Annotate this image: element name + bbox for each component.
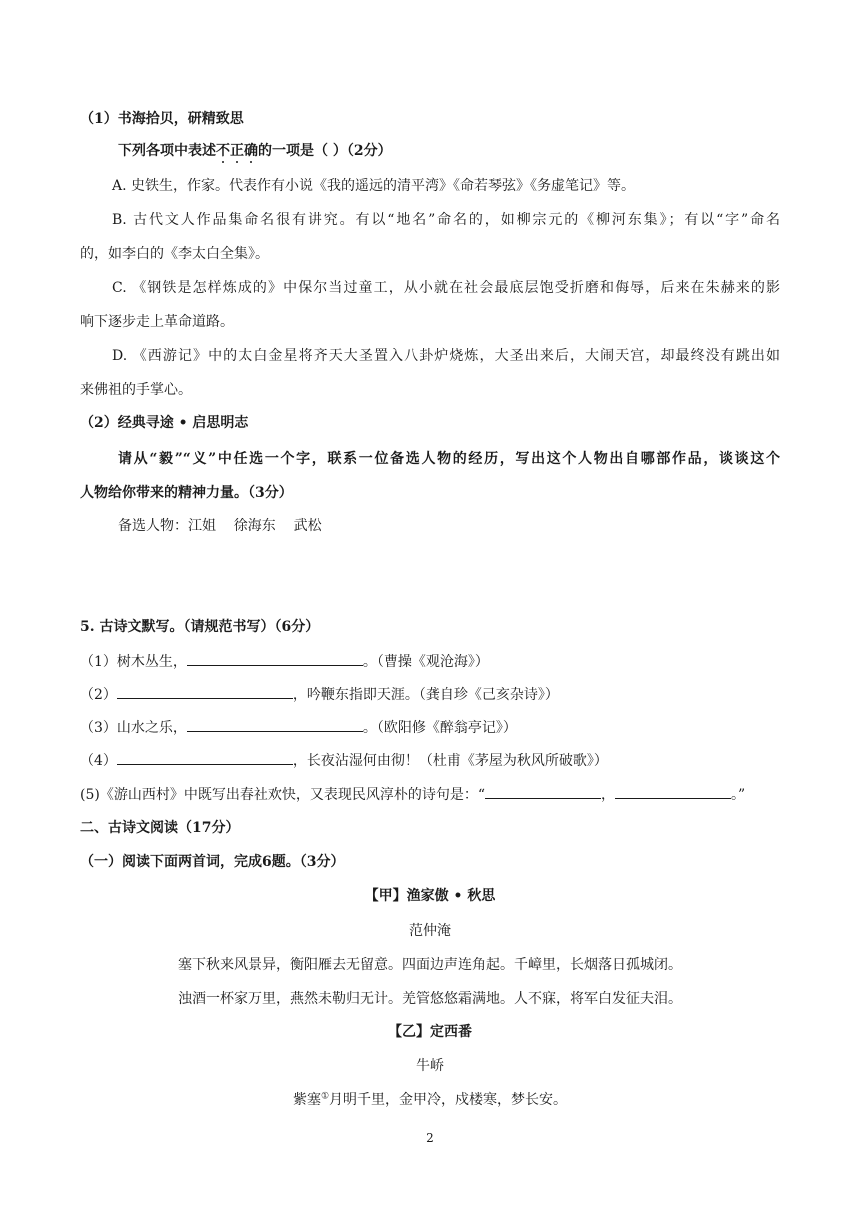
candidate-people: 备选人物：江姐 徐海东 武松: [118, 518, 322, 534]
answer-blank-1[interactable]: [187, 651, 363, 666]
part2-subheading: （一）阅读下面两首词，完成6题。（3分）: [80, 854, 345, 870]
option-b-line2: 的，如李白的《李太白全集》。: [80, 246, 269, 262]
option-c-line2: 响下逐步走上革命道路。: [80, 314, 234, 330]
answer-blank-5a[interactable]: [485, 784, 601, 799]
answer-blank-2[interactable]: [117, 684, 293, 699]
option-c-line1: C. 《钢铁是怎样炼成的》中保尔当过童工，从小就在社会最底层饱受折磨和侮辱，后来在朱赫来的影: [112, 280, 780, 296]
option-b-line1: B. 古代文人作品集命名很有讲究。有以“地名”命名的，如柳宗元的《柳河东集》；有以“字”命名: [112, 212, 780, 228]
q5-item2: （2） ，吟鞭东指即天涯。（龚自珍《己亥杂诗》）: [80, 684, 780, 705]
poem2-author: 牛峤: [416, 1058, 444, 1074]
section2-prompt-line1: 请从“毅”“义”中任选一个字，联系一位备选人物的经历，写出这个人物出自哪部作品，谈谈这个: [118, 451, 780, 467]
poem1-line1: 塞下秋来风景异，衡阳雁去无留意。四面边声连角起。千嶂里，长烟落日孤城闭。: [178, 957, 682, 973]
section2-heading: （2）经典寻途 • 启思明志: [80, 415, 249, 431]
emphasis-char-1: 不: [216, 143, 230, 159]
section1-question: 下列各项中表述不正确的一项是（ ）（2分）: [118, 143, 392, 159]
poem1-author: 范仲淹: [409, 923, 451, 939]
q5-heading: 5. 古诗文默写。（请规范书写）（6分）: [80, 619, 320, 635]
q5-item3: （3）山水之乐， 。（欧阳修《醉翁亭记》）: [80, 717, 780, 738]
section1-heading: （1）书海拾贝，研精致思: [80, 111, 244, 127]
q5-item5: (5)《游山西村》中既写出春社欢快，又表现民风淳朴的诗句是：“ ， 。”: [80, 784, 780, 805]
emphasis-char-3: 确: [244, 143, 258, 159]
q5-item1: （1）树木丛生， 。（曹操《观沧海》）: [80, 651, 780, 672]
emphasis-char-2: 正: [230, 143, 244, 159]
poem2-title: 【乙】定西番: [388, 1024, 472, 1040]
answer-blank-5b[interactable]: [615, 784, 731, 799]
option-d-line1: D. 《西游记》中的太白金星将齐天大圣置入八卦炉烧炼，大圣出来后，大闹天宫，却最终没有跳出如: [112, 348, 780, 364]
section2-prompt-line2: 人物给你带来的精神力量。（3分）: [80, 485, 293, 501]
poem1-line2: 浊酒一杯家万里，燕然未勒归无计。羌管悠悠霜满地。人不寐，将军白发征夫泪。: [178, 991, 682, 1007]
option-d-line2: 来佛祖的手掌心。: [80, 382, 192, 398]
answer-blank-3[interactable]: [187, 717, 363, 732]
answer-blank-4[interactable]: [117, 750, 293, 765]
footnote-marker: ①: [320, 1091, 330, 1102]
q5-item4: （4） ，长夜沾湿何由彻！（杜甫《茅屋为秋风所破歌》）: [80, 750, 780, 771]
page-number: 2: [426, 1131, 434, 1145]
poem1-title: 【甲】渔家傲 • 秋思: [364, 888, 496, 904]
poem2-line1: 紫塞①月明千里，金甲冷，戍楼寒，梦长安。: [292, 1091, 568, 1108]
option-a: A. 史铁生，作家。代表作有小说《我的遥远的清平湾》《命若琴弦》《务虚笔记》等。: [112, 178, 636, 194]
part2-heading: 二、古诗文阅读（17分）: [80, 820, 240, 836]
